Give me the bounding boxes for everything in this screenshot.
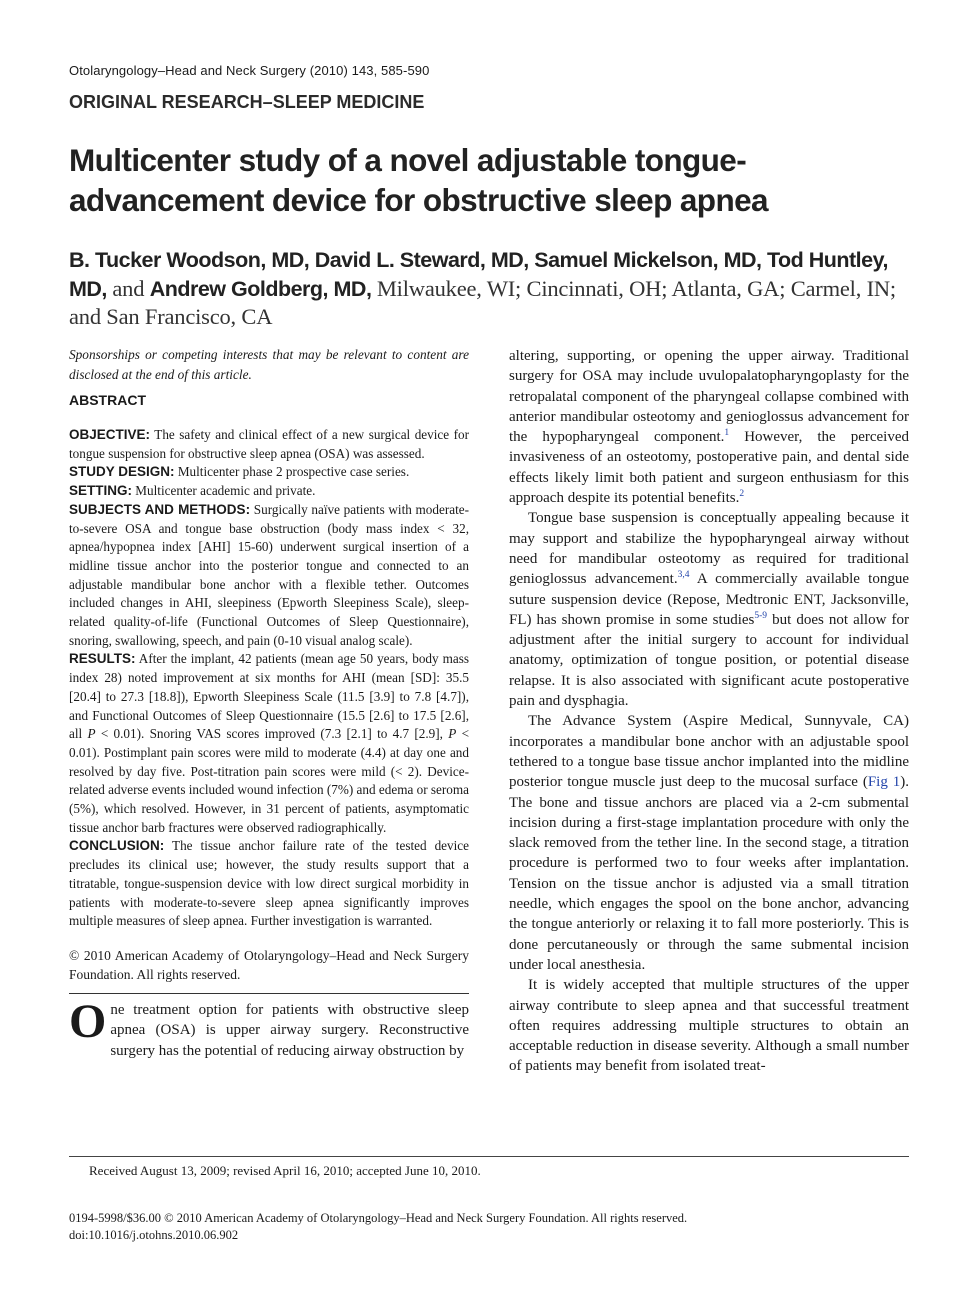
results-text-c: < 0.01). Postimplant pain scores were mild to moderate (4.4) at day one and resolved by day five. Post-titration pain scores were mild (< 2). Device-related adverse events included wound infection (7%) and edema or seroma (5%), which resolved. However, in 31 percent of patients, asymptomatic tissue anchor barb fractures were observed radiographically. bbox=[69, 726, 470, 835]
author-steward: David L. Steward, MD, bbox=[314, 248, 529, 272]
doi[interactable]: doi:10.1016/j.otohns.2010.06.902 bbox=[69, 1228, 239, 1242]
setting-label: SETTING: bbox=[69, 483, 132, 499]
footer-divider bbox=[69, 1156, 909, 1157]
results-text-a: After the implant, 42 patients (mean age 50 years, body mass index 28) noted improvement at six months for AHI (mean [SD]: 35.5 [20.4] to 27.3 [18.8]), Epworth Sleepiness Scale (11.5 [3.9] to 7.8 [4.7]), and Functional Outcomes of Sleep Questionnaire (15.5 [2.6] to 17.5 [2.6], all bbox=[69, 651, 469, 742]
abstract-conclusion bbox=[69, 837, 469, 931]
sponsorship-note: Sponsorships or competing interests that may be relevant to content are disclosed at the end of this article. bbox=[69, 347, 469, 382]
section-label: ORIGINAL RESEARCH–SLEEP MEDICINE bbox=[69, 92, 425, 112]
body-paragraph-4 bbox=[509, 975, 909, 1076]
design-label: STUDY DESIGN: bbox=[69, 464, 175, 480]
design-text: Multicenter phase 2 prospective case series. bbox=[177, 464, 410, 480]
abstract-design bbox=[69, 463, 469, 482]
citation-2[interactable]: 2 bbox=[739, 489, 745, 500]
author-woodson: B. Tucker Woodson, MD, bbox=[69, 248, 310, 272]
conclusion-text: The tissue anchor failure rate of the tested device precludes its clinical use; however, the study results support that a titratable, tongue-suspension device with low direct surgical morbidity in patients with moderate-to-severe sleep apnea significantly improves multiple measures of sleep apnea. Further investigation is warranted. bbox=[69, 838, 469, 929]
citation-5-9[interactable]: 5-9 bbox=[754, 610, 768, 621]
drop-cap: O bbox=[69, 994, 107, 1048]
p3-text-b: ). The bone and tissue anchors are placed via a 2-cm submental incision during a first-stage implantation procedure with only the slack removed from the tether line. In the second stage, a titration procedure is performed two to four weeks after implantation. Tension on the tissue anchor is adjusted via a small titration needle, which engages the spool on the bone anchor, advancing the tongue anteriorly or relaxing it to fall more posteriorly. This is done percutaneously or through the same submental incision under local anesthesia. bbox=[509, 774, 909, 973]
objective-text: The safety and clinical effect of a new surgical device for tongue suspension for obstructive sleep apnea (OSA) was assessed. bbox=[69, 427, 469, 461]
abstract-results bbox=[69, 650, 469, 837]
results-text-b: < 0.01). Snoring VAS scores improved (7.3 [2.1] to 4.7 [2.9], bbox=[100, 726, 443, 742]
p2-text-b: A commercially available tongue suture suspension device (Repose, Medtronic ENT, Jacksonville, FL) has shown promise in some studies bbox=[509, 571, 909, 628]
p3-text-a: The Advance System (Aspire Medical, Sunnyvale, CA) incorporates a mandibular bone anchor with an adjustable spool tethered to a tongue base tissue anchor implanted into the midline posterior tongue muscle just deep to the mucosal surface ( bbox=[509, 713, 909, 791]
body-paragraph-2 bbox=[509, 508, 909, 711]
conclusion-label: CONCLUSION: bbox=[69, 838, 165, 854]
figure-1-link[interactable]: Fig 1 bbox=[867, 774, 901, 791]
left-column bbox=[69, 345, 469, 1061]
setting-text: Multicenter academic and private. bbox=[135, 483, 316, 499]
citation-1[interactable]: 1 bbox=[724, 428, 730, 439]
author-huntley: Tod Huntley, MD, bbox=[69, 248, 888, 301]
author-locations: Milwaukee, WI; Cincinnati, OH; Atlanta, GA; Carmel, IN; and San Francisco, CA bbox=[69, 275, 896, 329]
abstract-divider bbox=[69, 993, 469, 994]
abstract-setting bbox=[69, 482, 469, 501]
p2-text-c: but does not allow for adjustment after the initial surgery to account for individual anatomy, optimization of tongue position, or potential disease relapse. It is also associated with significant acute postoperative pain and dysphagia. bbox=[509, 611, 909, 710]
citation-3-4[interactable]: 3,4 bbox=[677, 570, 690, 581]
results-p-symbol-1: P bbox=[87, 726, 96, 742]
received-dates: Received August 13, 2009; revised April 16, 2010; accepted June 10, 2010. bbox=[89, 1163, 481, 1178]
right-column bbox=[509, 346, 909, 1077]
p4-text: It is widely accepted that multiple structures of the upper airway contribute to sleep apnea and that successful treatment often requires addressing multiple structures to obtain an acceptable reduction in disease severity. Although a small number of patients may benefit from isolated treat- bbox=[509, 977, 909, 1075]
methods-label: SUBJECTS AND METHODS: bbox=[69, 501, 251, 517]
p1-text-a: altering, supporting, or opening the upper airway. Traditional surgery for OSA may include uvulopalatopharyngoplasty for the retropalatal component of the pharyngeal collapse combined with anterior mandibular osteotomy and genioglossus advancement for the hypopharyngeal component. bbox=[509, 348, 909, 446]
abstract-objective bbox=[69, 426, 469, 463]
p2-text-a: Tongue base suspension is conceptually appealing because it may support and stabilize the hypopharyngeal airway without need for mandibular osteotomy as required for traditional genioglossus advancement. bbox=[509, 510, 909, 588]
author-list bbox=[69, 246, 929, 331]
body-paragraph-1 bbox=[509, 346, 909, 508]
article-title: Multicenter study of a novel adjustable tongue-advancement device for obstructive sleep apnea bbox=[69, 142, 768, 218]
body-paragraph-3 bbox=[509, 711, 909, 975]
results-label: RESULTS: bbox=[69, 651, 136, 667]
results-p-symbol-2: P bbox=[448, 726, 457, 742]
issn-copyright: 0194-5998/$36.00 © 2010 American Academy of Otolaryngology–Head and Neck Surgery Foundation. All rights reserved. bbox=[69, 1211, 688, 1225]
author-mickelson: Samuel Mickelson, MD, bbox=[534, 248, 762, 272]
author-goldberg: Andrew Goldberg, MD, bbox=[149, 276, 372, 301]
intro-paragraph bbox=[69, 994, 469, 1061]
objective-label: OBJECTIVE: bbox=[69, 427, 151, 442]
author-conjunction: and bbox=[112, 275, 145, 301]
abstract-methods bbox=[69, 501, 469, 651]
copyright-notice: © 2010 American Academy of Otolaryngology–Head and Neck Surgery Foundation. All rights reserved. bbox=[69, 947, 469, 982]
p1-text-b: However, the perceived invasiveness of an osteotomy, postoperative pain, and dental side effects likely limit both patient and surgeon enthusiasm for this approach despite its potential benefits. bbox=[509, 429, 909, 507]
abstract-heading: ABSTRACT bbox=[69, 392, 146, 408]
journal-citation: Otolaryngology–Head and Neck Surgery (2010) 143, 585-590 bbox=[69, 63, 430, 78]
intro-text: ne treatment option for patients with obstructive sleep apnea (OSA) is upper airway surgery. Reconstructive surgery has the potential of reducing airway obstruction by bbox=[110, 1001, 469, 1059]
methods-text: Surgically naïve patients with moderate-to-severe OSA and tongue base obstruction (body mass index < 32, apnea/hypopnea index [AHI] 15-60) underwent surgical insertion of a midline tissue anchor into the posterior tongue and connected to an adjustable mandibular bone anchor with a flexible tether. Outcomes included changes in AHI, sleepiness (Epworth Sleepiness Scale), sleep-related quality-of-life (Functional Outcomes of Sleep Questionnaire), snoring, swallowing, speech, and pain (0-10 visual analog scale). bbox=[69, 501, 469, 648]
